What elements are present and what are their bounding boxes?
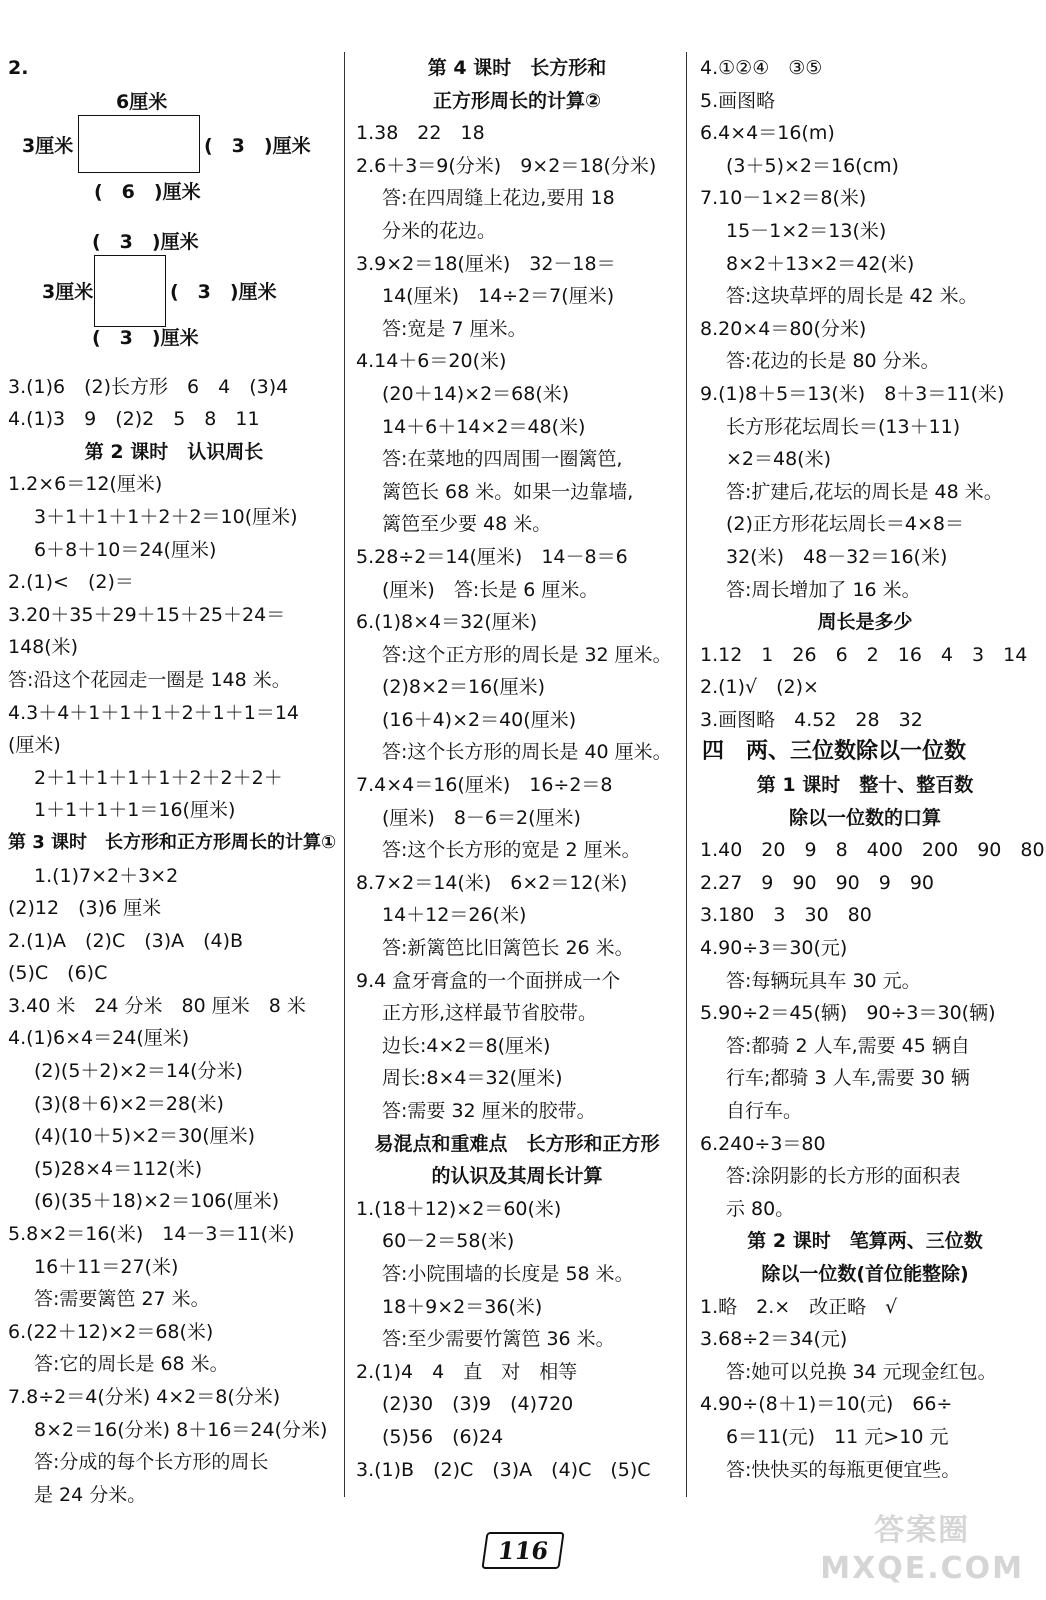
column-divider [344,52,345,1497]
answer-line: 行车;都骑 3 人车,需要 30 辆 [726,1067,970,1090]
rect-right-label: ( 3 )厘米 [204,134,311,157]
answer-line: 答:小院围墙的长度是 58 米。 [382,1262,634,1285]
answer-line: 分米的花边。 [382,219,497,242]
answer-line: 2.(1)< (2)＝ [8,571,134,594]
answer-line: 答:宽是 7 厘米。 [382,317,527,340]
lesson-heading: 第 4 课时 长方形和 [427,57,607,79]
answer-line: (3)(8＋6)×2＝28(米) [34,1092,224,1115]
answer-line: 6.(1)8×4＝32(厘米) [356,611,538,634]
answer-line: 答:她可以兑换 34 元现金红包。 [726,1360,997,1383]
answer-line: 正方形,这样最节省胶带。 [382,1002,598,1025]
answer-line: 148(米) [8,636,79,659]
answer-line: 3.180 3 30 80 [700,904,872,927]
watermark-logo: 答案圈 [874,1513,971,1548]
answer-line: 答:在四周缝上花边,要用 18 [382,187,615,210]
unit-heading: 四 两、三位数除以一位数 [702,739,967,765]
answer-line: (5)C (6)C [8,962,108,985]
answer-line: 1.38 22 18 [356,122,485,145]
answer-line: 答:花边的长是 80 分米。 [726,350,940,373]
answer-line: 示 80。 [726,1197,795,1220]
answer-line: 3.68÷2＝34(元) [700,1328,848,1351]
lesson-heading: 第 3 课时 长方形和正方形周长的计算① [8,831,337,853]
answer-line: 3.画图略 4.52 28 32 [700,708,923,731]
answer-line: 答:涂阴影的长方形的面积表 [726,1165,961,1188]
answer-line: 篱笆至少要 48 米。 [382,513,552,536]
answer-line: 答:这个正方形的周长是 32 厘米。 [382,643,672,666]
question-number: 2. [8,57,29,79]
answer-line: 2.6＋3＝9(分米) 9×2＝18(分米) [356,154,657,177]
answer-line: 6.4×4＝16(m) [700,122,835,145]
answer-line: 6.240÷3＝80 [700,1132,826,1155]
answer-line: 2.(1)4 4 直 对 相等 [356,1360,578,1383]
square-top-label: ( 3 )厘米 [92,230,199,253]
answer-line: (2)(5＋2)×2＝14(分米) [34,1060,243,1083]
answer-line: 答:它的周长是 68 米。 [34,1353,229,1376]
answer-line: 8.20×4＝80(分米) [700,317,867,340]
answer-line: (16＋4)×2＝40(厘米) [382,708,577,731]
answer-line: 3＋1＋1＋1＋2＋2＝10(厘米) [34,505,298,528]
answer-line: 3.(1)B (2)C (3)A (4)C (5)C [356,1458,651,1481]
answer-line: (厘米) 答:长是 6 厘米。 [382,578,599,601]
answer-line: (2)12 (3)6 厘米 [8,897,162,920]
answer-line: 1＋1＋1＋1＝16(厘米) [34,799,236,822]
answer-line: (5)56 (6)24 [382,1425,504,1448]
page-number: 116 [481,1532,564,1569]
answer-line: 9.4 盒牙膏盒的一个面拼成一个 [356,969,621,992]
lesson-heading: 除以一位数(首位能整除) [761,1262,969,1285]
answer-line: 周长:8×4＝32(厘米) [382,1067,563,1090]
answer-line: 自行车。 [726,1100,803,1122]
answer-line: 16＋11＝27(米) [34,1255,179,1278]
answer-line: 5.90÷2＝45(辆) 90÷3＝30(辆) [700,1002,996,1025]
answer-line: 答:沿这个花园走一圈是 148 米。 [8,668,291,691]
answer-line: 1.(18＋12)×2＝60(米) [356,1197,562,1220]
answer-line: 答:这块草坪的周长是 42 米。 [726,285,978,308]
answer-line: 5.8×2＝16(米) 14－3＝11(米) [8,1223,295,1246]
answer-line: 60－2＝58(米) [382,1230,515,1253]
answer-line: 3.20＋35＋29＋15＋25＋24＝ [8,603,286,626]
answer-line: (2)30 (3)9 (4)720 [382,1393,574,1416]
answer-line: 4.14＋6＝20(米) [356,350,507,373]
rect-left-label: 3厘米 [22,134,74,157]
answer-line: 7.4×4＝16(厘米) 16÷2＝8 [356,774,613,797]
lesson-heading: 正方形周长的计算② [432,89,602,112]
answer-line: 答:都骑 2 人车,需要 45 辆自 [726,1034,970,1057]
answer-line: 答:分成的每个长方形的周长 [34,1451,269,1474]
answer-line: 答:周长增加了 16 米。 [726,578,921,601]
answer-line: 2.(1)√ (2)× [700,676,819,699]
answer-line: 篱笆长 68 米。如果一边靠墙, [382,480,634,503]
answer-line: (厘米) 8－6＝2(厘米) [382,806,581,829]
answer-line: 答:在菜地的四周围一圈篱笆, [382,448,623,471]
answer-line: 答:至少需要竹篱笆 36 米。 [382,1328,615,1351]
answer-line: 答:快快买的每瓶更便宜些。 [726,1458,961,1481]
answer-line: 1.(1)7×2＋3×2 [34,864,179,887]
square-left-label: 3厘米 [42,280,94,303]
column-divider [686,52,687,1497]
answer-line: 4.①②④ ③⑤ [700,57,823,79]
answer-line: 3.40 米 24 分米 80 厘米 8 米 [8,994,306,1017]
answer-line: 答:这个长方形的宽是 2 厘米。 [382,839,641,862]
answer-line: 14＋6＋14×2＝48(米) [382,415,586,438]
answer-line: 6＋8＋10＝24(厘米) [34,538,217,561]
answer-line: 18＋9×2＝36(米) [382,1295,543,1318]
answer-line: 3.9×2＝18(厘米) 32－18＝ [356,252,616,275]
answer-line: 15－1×2＝13(米) [726,219,887,242]
answer-line: 答:扩建后,花坛的周长是 48 米。 [726,480,1003,503]
square-bottom-label: ( 3 )厘米 [92,326,199,349]
section-heading: 周长是多少 [817,611,913,634]
answer-line: 4.(1)6×4＝24(厘米) [8,1027,190,1050]
answer-line: 边长:4×2＝8(厘米) [382,1034,551,1057]
answer-line: ×2＝48(米) [726,448,832,471]
answer-line: 1.40 20 9 8 400 200 90 80 [700,839,1045,862]
answer-line: 8.7×2＝14(米) 6×2＝12(米) [356,871,628,894]
answer-line: 2＋1＋1＋1＋1＋2＋2＋2＋ [34,766,283,789]
answer-line: 1.12 1 26 6 2 16 4 3 14 [700,643,1028,666]
answer-line: 14(厘米) 14÷2＝7(厘米) [382,285,615,308]
answer-line: 答:需要篱笆 27 米。 [34,1288,210,1311]
column-2 [356,52,678,1486]
answer-line: 1.略 2.× 改正略 √ [700,1295,898,1318]
answer-line: (5)28×4＝112(米) [34,1157,203,1180]
answer-line: 答:每辆玩具车 30 元。 [726,969,921,992]
answer-line: (20＋14)×2＝68(米) [382,382,570,405]
answer-line: (2)正方形花坛周长＝4×8＝ [726,513,965,536]
answer-line: 答:这个长方形的周长是 40 厘米。 [382,741,672,764]
answer-line: 长方形花坛周长＝(13＋11) [726,415,961,438]
answer-line: (6)(35＋18)×2＝106(厘米) [34,1190,280,1213]
answer-line: 4.90÷(8＋1)＝10(元) 66÷ [700,1393,953,1416]
answer-line: 8×2＋13×2＝42(米) [726,252,915,275]
answer-line: 9.(1)8＋5＝13(米) 8＋3＝11(米) [700,382,1005,405]
answer-line: (3＋5)×2＝16(cm) [726,154,899,177]
answer-line: 4.90÷3＝30(元) [700,937,848,960]
rectangle-shape [78,115,200,173]
answer-line: 4.3＋4＋1＋1＋1＋2＋1＋1＝14 [8,701,300,724]
lesson-heading: 第 1 课时 整十、整百数 [756,774,974,797]
answer-line: 答:新篱笆比旧篱笆长 26 米。 [382,937,634,960]
answer-line: 7.10－1×2＝8(米) [700,187,867,210]
square-shape [94,255,166,327]
answer-line: 6.(22＋12)×2＝68(米) [8,1320,214,1343]
answer-line: (4)(10＋5)×2＝30(厘米) [34,1125,256,1148]
answer-line: 2.(1)A (2)C (3)A (4)B [8,929,244,952]
answer-line: 5.28÷2＝14(厘米) 14－8＝6 [356,545,628,568]
rectangle-figure [8,85,340,347]
answer-line: (厘米) [8,734,61,757]
answer-line: 1.2×6＝12(厘米) [8,473,163,496]
square-right-label: ( 3 )厘米 [170,280,277,303]
section-heading: 的认识及其周长计算 [431,1165,603,1188]
answer-line: 32(米) 48－32＝16(米) [726,545,948,568]
watermark-url: MXQE.COM [820,1551,1024,1586]
lesson-heading: 除以一位数的口算 [788,806,941,829]
watermark [820,1512,1024,1588]
section-heading: 易混点和重难点 长方形和正方形 [374,1132,660,1155]
answer-line: 5.画图略 [700,89,776,112]
rect-top-label: 6厘米 [116,90,168,113]
answer-line: 6＝11(元) 11 元>10 元 [726,1425,949,1448]
answer-line: 4.(1)3 9 (2)2 5 8 11 [8,408,260,431]
answer-line: 答:需要 32 厘米的胶带。 [382,1100,596,1122]
answer-line: 8×2＝16(分米) 8＋16＝24(分米) [34,1418,328,1441]
column-1 [8,52,340,1511]
answer-line: 7.8÷2＝4(分米) 4×2＝8(分米) [8,1386,281,1408]
answer-line: 2.27 9 90 90 9 90 [700,871,935,894]
answer-line: 3.(1)6 (2)长方形 6 4 (3)4 [8,375,289,398]
lesson-heading: 第 2 课时 认识周长 [84,440,264,463]
rect-bottom-label: ( 6 )厘米 [94,180,201,203]
answer-line: (2)8×2＝16(厘米) [382,676,546,699]
lesson-heading: 第 2 课时 笔算两、三位数 [747,1230,983,1253]
answer-line: 是 24 分米。 [34,1483,147,1506]
column-3 [700,52,1045,1486]
answer-line: 14＋12＝26(米) [382,904,527,927]
